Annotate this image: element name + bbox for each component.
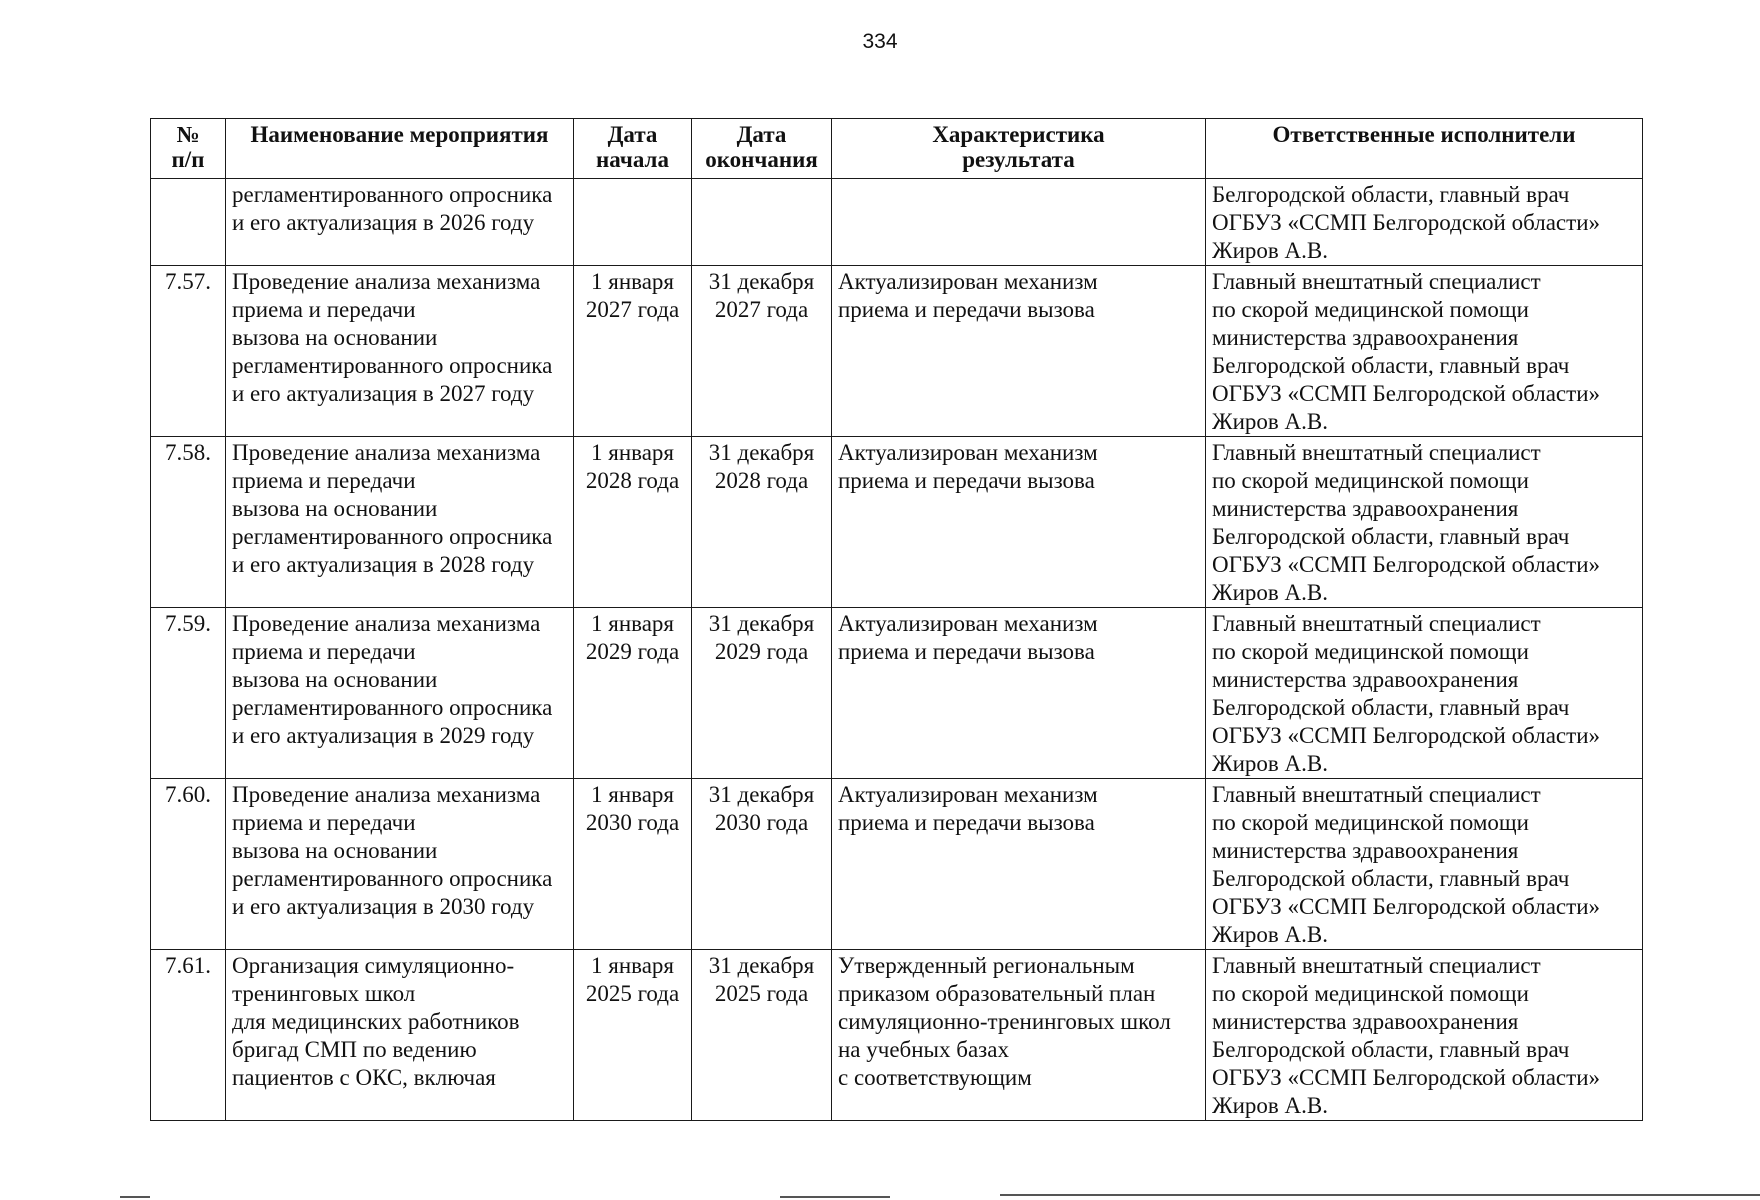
cell-start-date: 1 января 2027 года	[574, 266, 692, 437]
cell-num: 7.61.	[151, 950, 226, 1121]
cell-num: 7.59.	[151, 608, 226, 779]
scan-artifact-line	[1000, 1194, 1760, 1196]
cell-start-date: 1 января 2025 года	[574, 950, 692, 1121]
table-header-row	[151, 119, 1643, 179]
table-row	[151, 950, 1643, 1121]
scan-artifact-line	[120, 1196, 150, 1198]
cell-end-date: 31 декабря 2030 года	[692, 779, 832, 950]
header-end-date: Дата окончания	[692, 119, 832, 179]
cell-responsible: Главный внештатный специалист по скорой медицинской помощи министерства здравоохранения Белгородской области, главный врач ОГБУЗ «ССМП Белгородской области» Жиров А.В.	[1206, 608, 1643, 779]
cell-end-date: 31 декабря 2025 года	[692, 950, 832, 1121]
cell-num: 7.60.	[151, 779, 226, 950]
cell-start-date: 1 января 2028 года	[574, 437, 692, 608]
cell-num: 7.57.	[151, 266, 226, 437]
cell-responsible: Главный внештатный специалист по скорой медицинской помощи министерства здравоохранения Белгородской области, главный врач ОГБУЗ «ССМП Белгородской области» Жиров А.В.	[1206, 950, 1643, 1121]
scan-artifact-line	[780, 1196, 890, 1198]
cell-result	[832, 179, 1206, 266]
cell-end-date	[692, 179, 832, 266]
header-responsible: Ответственные исполнители	[1206, 119, 1643, 179]
cell-name: регламентированного опросника и его актуализация в 2026 году	[226, 179, 574, 266]
table-row	[151, 779, 1643, 950]
cell-num	[151, 179, 226, 266]
cell-responsible: Белгородской области, главный врач ОГБУЗ «ССМП Белгородской области» Жиров А.В.	[1206, 179, 1643, 266]
cell-end-date: 31 декабря 2029 года	[692, 608, 832, 779]
cell-name: Проведение анализа механизма приема и передачи вызова на основании регламентированного опросника и его актуализация в 2030 году	[226, 779, 574, 950]
cell-start-date	[574, 179, 692, 266]
header-name: Наименование мероприятия	[226, 119, 574, 179]
cell-num: 7.58.	[151, 437, 226, 608]
cell-result: Утвержденный региональным приказом образовательный план симуляционно-тренинговых школ на учебных базах с соответствующим	[832, 950, 1206, 1121]
cell-result: Актуализирован механизм приема и передачи вызова	[832, 608, 1206, 779]
table-row	[151, 179, 1643, 266]
cell-responsible: Главный внештатный специалист по скорой медицинской помощи министерства здравоохранения Белгородской области, главный врач ОГБУЗ «ССМП Белгородской области» Жиров А.В.	[1206, 266, 1643, 437]
header-result: Характеристика результата	[832, 119, 1206, 179]
table-row	[151, 437, 1643, 608]
cell-start-date: 1 января 2029 года	[574, 608, 692, 779]
page-number: 334	[862, 30, 898, 53]
cell-end-date: 31 декабря 2027 года	[692, 266, 832, 437]
cell-result: Актуализирован механизм приема и передачи вызова	[832, 437, 1206, 608]
cell-result: Актуализирован механизм приема и передачи вызова	[832, 779, 1206, 950]
cell-end-date: 31 декабря 2028 года	[692, 437, 832, 608]
cell-name: Проведение анализа механизма приема и передачи вызова на основании регламентированного опросника и его актуализация в 2029 году	[226, 608, 574, 779]
events-table	[150, 118, 1643, 1121]
table-row	[151, 608, 1643, 779]
header-start-date: Дата начала	[574, 119, 692, 179]
cell-name: Проведение анализа механизма приема и передачи вызова на основании регламентированного опросника и его актуализация в 2027 году	[226, 266, 574, 437]
cell-start-date: 1 января 2030 года	[574, 779, 692, 950]
cell-responsible: Главный внештатный специалист по скорой медицинской помощи министерства здравоохранения Белгородской области, главный врач ОГБУЗ «ССМП Белгородской области» Жиров А.В.	[1206, 779, 1643, 950]
cell-result: Актуализирован механизм приема и передачи вызова	[832, 266, 1206, 437]
cell-name: Проведение анализа механизма приема и передачи вызова на основании регламентированного опросника и его актуализация в 2028 году	[226, 437, 574, 608]
table-row	[151, 266, 1643, 437]
cell-name: Организация симуляционно- тренинговых школ для медицинских работников бригад СМП по ведению пациентов с ОКС, включая	[226, 950, 574, 1121]
cell-responsible: Главный внештатный специалист по скорой медицинской помощи министерства здравоохранения Белгородской области, главный врач ОГБУЗ «ССМП Белгородской области» Жиров А.В.	[1206, 437, 1643, 608]
header-num: № п/п	[151, 119, 226, 179]
